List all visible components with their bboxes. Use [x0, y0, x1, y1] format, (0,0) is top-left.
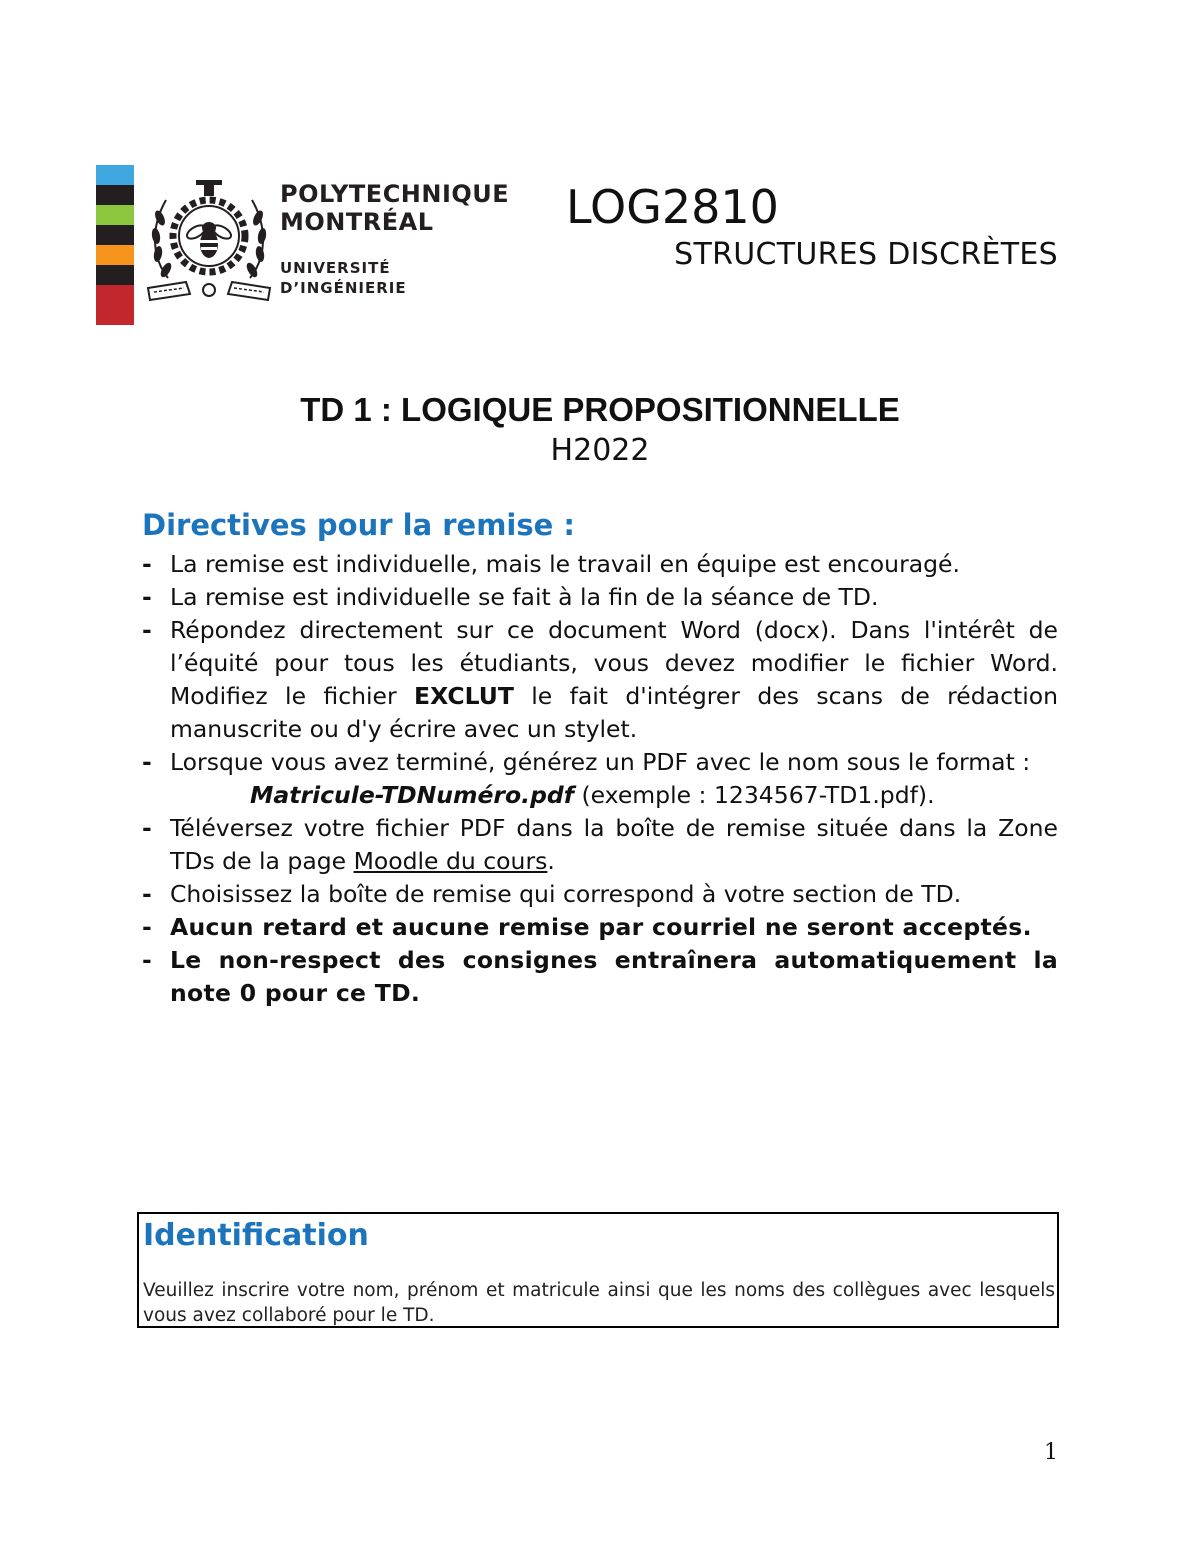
- list-dash: -: [142, 616, 152, 644]
- list-item: [142, 911, 1058, 944]
- logo-seal-icon: [146, 178, 272, 308]
- course-code: LOG2810: [566, 180, 779, 234]
- session-label: H2022: [550, 433, 650, 468]
- directive-text: le fait d'intégrer des scans de rédaction manuscrite ou d'y écrire avec un stylet.: [170, 682, 1058, 743]
- logo-name-line1: POLYTECHNIQUE: [280, 180, 510, 208]
- identification-box: [137, 1212, 1059, 1328]
- list-dash: -: [142, 748, 152, 776]
- list-dash: -: [142, 913, 153, 941]
- directives-list: [142, 548, 1058, 1010]
- list-item: [142, 812, 1058, 878]
- logo-bar: [96, 165, 134, 185]
- list-dash: -: [142, 550, 152, 578]
- directive-emphasis: EXCLUT: [414, 682, 514, 710]
- filename-format: Matricule-TDNuméro.pdf: [250, 781, 574, 809]
- directive-text: Répondez directement sur ce document Word (docx). Dans l'intérêt de l’équité pour tous les étudiants, vous devez modifier le fichier Word. Modifiez le fichier: [170, 616, 1058, 710]
- identification-text: Veuillez inscrire votre nom, prénom et matricule ainsi que les noms des collègues avec lesquels vous avez collaboré pour le TD.: [143, 1280, 1055, 1326]
- list-dash: -: [142, 946, 153, 974]
- directive-text: La remise est individuelle se fait à la fin de la séance de TD.: [170, 583, 879, 611]
- list-dash: -: [142, 583, 152, 611]
- list-item: [142, 614, 1058, 746]
- directive-text: La remise est individuelle, mais le travail en équipe est encouragé.: [170, 550, 960, 578]
- list-item: [142, 581, 1058, 614]
- directive-text: Aucun retard et aucune remise par courriel ne seront acceptés.: [170, 913, 1032, 941]
- logo-bar: [96, 205, 134, 225]
- logo-bar: [96, 225, 134, 245]
- page-title: TD 1 : LOGIQUE PROPOSITIONNELLE: [300, 391, 900, 428]
- identification-title: Identification: [143, 1218, 369, 1253]
- directive-text: .: [547, 847, 555, 875]
- directive-text: Téléversez votre fichier PDF dans la boîte de remise située dans la Zone TDs de la page: [170, 814, 1058, 875]
- logo-bar: [96, 185, 134, 205]
- list-item: [142, 944, 1058, 1010]
- logo-bar: [96, 265, 134, 285]
- logo-sub-line2: D’INGÉNIERIE: [280, 279, 407, 297]
- list-item: [142, 746, 1058, 812]
- list-dash: -: [142, 814, 152, 842]
- logo-bar: [96, 245, 134, 265]
- page-number: 1: [1044, 1440, 1058, 1465]
- directive-text: Choisissez la boîte de remise qui correspond à votre section de TD.: [170, 880, 962, 908]
- directive-text: Le non-respect des consignes entraînera automatiquement la note 0 pour ce TD.: [170, 946, 1058, 1007]
- logo-name-line2: MONTRÉAL: [280, 208, 434, 236]
- list-item: [142, 878, 1058, 911]
- list-item: [142, 548, 1058, 581]
- list-dash: -: [142, 880, 152, 908]
- moodle-link[interactable]: Moodle du cours: [353, 847, 548, 875]
- directives-heading: Directives pour la remise :: [142, 508, 575, 542]
- logo-bar: [96, 285, 134, 305]
- filename-format-line: [170, 779, 1058, 812]
- directive-text: Lorsque vous avez terminé, générez un PDF avec le nom sous le format :: [170, 748, 1031, 776]
- course-name: STRUCTURES DISCRÈTES: [674, 237, 1058, 272]
- logo-sub-line1: UNIVERSITÉ: [280, 259, 391, 277]
- logo-bar: [96, 305, 134, 325]
- logo-color-bars: [96, 165, 134, 325]
- logo-wordmark: [280, 180, 509, 298]
- filename-example: (exemple : 1234567-TD1.pdf).: [573, 781, 935, 809]
